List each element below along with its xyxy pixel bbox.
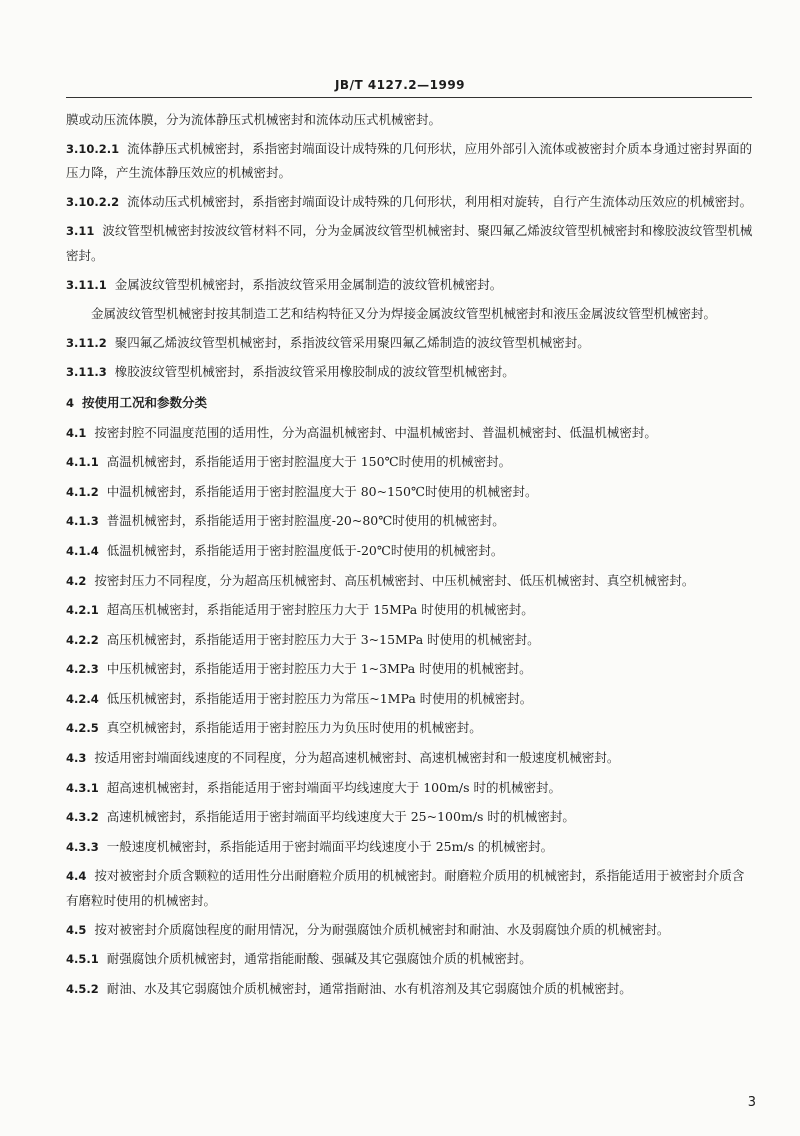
clause-text: 膜或动压流体膜，分为流体静压式机械密封和流体动压式机械密封。: [66, 112, 442, 127]
clause-text: 聚四氟乙烯波纹管型机械密封，系指波纹管采用聚四氟乙烯制造的波纹管型机械密封。: [114, 334, 590, 350]
clause-number: 4.1.1: [66, 455, 99, 470]
clause-paragraph: [66, 569, 756, 594]
page-number: 3: [747, 1095, 756, 1110]
clause-paragraph: [66, 746, 756, 771]
clause-text: 按使用工况和参数分类: [82, 394, 208, 410]
clause-paragraph: [66, 598, 756, 623]
clause-text: 波纹管型机械密封按波纹管材料不同，分为金属波纹管型机械密封、聚四氟乙烯波纹管型机械密封和橡胶波纹管型机械密封。: [66, 223, 753, 263]
clause-number: 4.5: [66, 922, 87, 937]
clause-text: 橡胶波纹管型机械密封，系指波纹管采用橡胶制成的波纹管型机械密封。: [114, 364, 515, 380]
clause-paragraph: [66, 864, 756, 912]
clause-paragraph: [66, 219, 756, 267]
clause-text: 真空机械密封，系指能适用于密封腔压力为负压时使用的机械密封。: [106, 720, 482, 736]
clause-number: 4.1: [66, 425, 87, 440]
clause-number: 3.11.2: [66, 335, 107, 350]
clause-text: 高速机械密封，系指能适用于密封端面平均线速度大于 25~100m/s 时的机械密封。: [106, 809, 575, 825]
clause-text: 按对被密封介质腐蚀程度的耐用情况，分为耐强腐蚀介质机械密封和耐油、水及弱腐蚀介质的机械密封。: [94, 921, 670, 937]
clause-paragraph: [66, 977, 756, 1002]
clause-number: 4.3.2: [66, 810, 99, 825]
clause-number: 4.2.4: [66, 691, 99, 706]
clause-text: 按密封压力不同程度，分为超高压机械密封、高压机械密封、中压机械密封、低压机械密封、真空机械密封。: [94, 572, 695, 588]
clause-paragraph: [66, 918, 756, 943]
clause-paragraph: [66, 835, 756, 860]
clause-paragraph: [66, 805, 756, 830]
standard-header: JB/T 4127.2—1999: [334, 78, 466, 92]
clause-paragraph: [66, 190, 756, 215]
clause-number: 4.2.1: [66, 603, 99, 618]
clause-number: 4.2.5: [66, 721, 99, 736]
clause-paragraph: [66, 947, 756, 972]
header-rule: [66, 97, 752, 98]
clause-number: 4.2.2: [66, 632, 99, 647]
clause-text: 中压机械密封，系指能适用于密封腔压力大于 1~3MPa 时使用的机械密封。: [106, 661, 532, 677]
clause-paragraph: [66, 108, 756, 132]
clause-paragraph: [66, 687, 756, 712]
clause-paragraph: [66, 331, 756, 356]
clause-text: 按密封腔不同温度范围的适用性，分为高温机械密封、中温机械密封、普温机械密封、低温机械密封。: [94, 424, 657, 440]
clause-text: 中温机械密封，系指能适用于密封腔温度大于 80~150℃时使用的机械密封。: [106, 483, 538, 499]
clause-text: 高压机械密封，系指能适用于密封腔压力大于 3~15MPa 时使用的机械密封。: [106, 631, 540, 647]
clause-text: 低温机械密封，系指能适用于密封腔温度低于-20℃时使用的机械密封。: [106, 542, 504, 558]
clause-number: 3.11.3: [66, 365, 107, 380]
document-body: [66, 108, 756, 1001]
clause-paragraph: [66, 628, 756, 653]
clause-number: 4.2: [66, 573, 87, 588]
clause-text: 金属波纹管型机械密封按其制造工艺和结构特征又分为焊接金属波纹管型机械密封和液压金属波纹管型机械密封。: [91, 306, 717, 322]
clause-paragraph: [66, 450, 756, 475]
clause-paragraph: [66, 421, 756, 446]
clause-paragraph: [66, 137, 756, 185]
clause-paragraph: [66, 480, 756, 505]
clause-number: 4.1.4: [66, 543, 99, 558]
clause-number: 4.3.1: [66, 780, 99, 795]
clause-paragraph: [66, 509, 756, 534]
clause-number: 4.3: [66, 751, 87, 766]
clause-text: 按对被密封介质含颗粒的适用性分出耐磨粒介质用的机械密封。耐磨粒介质用的机械密封，系指能适用于被密封介质含有磨粒时使用的机械密封。: [66, 868, 745, 909]
clause-number: 3.11.1: [66, 277, 107, 292]
clause-text: 流体静压式机械密封，系指密封端面设计成特殊的几何形状，应用外部引入流体或被密封介质本身通过密封界面的压力降，产生流体静压效应的机械密封。: [66, 140, 753, 181]
clause-text: 耐油、水及其它弱腐蚀介质机械密封，通常指耐油、水有机溶剂及其它弱腐蚀介质的机械密封。: [106, 980, 632, 996]
clause-text: 金属波纹管型机械密封，系指波纹管采用金属制造的波纹管机械密封。: [114, 276, 503, 292]
clause-number: 4.2.3: [66, 662, 99, 677]
clause-paragraph: [66, 360, 756, 385]
clause-paragraph: [66, 539, 756, 564]
clause-text: 流体动压式机械密封，系指密封端面设计成特殊的几何形状，利用相对旋转，自行产生流体动压效应的机械密封。: [127, 193, 753, 209]
clause-text: 高温机械密封，系指能适用于密封腔温度大于 150℃时使用的机械密封。: [106, 454, 512, 470]
section-heading: [66, 391, 756, 416]
clause-number: 4.1.3: [66, 514, 99, 529]
clause-paragraph: [66, 776, 756, 801]
clause-number: 4.5.2: [66, 981, 99, 996]
clause-paragraph: [66, 273, 756, 298]
clause-paragraph: [66, 657, 756, 682]
clause-text: 耐强腐蚀介质机械密封，通常指能耐酸、强碱及其它强腐蚀介质的机械密封。: [106, 951, 532, 967]
clause-text: 低压机械密封，系指能适用于密封腔压力为常压~1MPa 时使用的机械密封。: [106, 690, 533, 706]
clause-number: 3.10.2.2: [66, 194, 120, 209]
clause-paragraph: [66, 302, 756, 326]
clause-text: 超高速机械密封，系指能适用于密封端面平均线速度大于 100m/s 时的机械密封。: [106, 779, 562, 795]
clause-text: 一般速度机械密封，系指能适用于密封端面平均线速度小于 25m/s 的机械密封。: [106, 838, 554, 854]
clause-number: 4.5.1: [66, 952, 99, 967]
clause-number: 4.4: [66, 869, 87, 884]
clause-paragraph: [66, 716, 756, 741]
clause-text: 按适用密封端面线速度的不同程度，分为超高速机械密封、高速机械密封和一般速度机械密封。: [94, 750, 620, 766]
clause-text: 普温机械密封，系指能适用于密封腔温度-20~80℃时使用的机械密封。: [106, 513, 505, 529]
clause-text: 超高压机械密封，系指能适用于密封腔压力大于 15MPa 时使用的机械密封。: [106, 602, 534, 618]
clause-number: 4: [66, 395, 75, 410]
clause-number: 4.1.2: [66, 484, 99, 499]
clause-number: 3.10.2.1: [66, 141, 120, 156]
clause-number: 4.3.3: [66, 839, 99, 854]
clause-number: 3.11: [66, 224, 95, 239]
